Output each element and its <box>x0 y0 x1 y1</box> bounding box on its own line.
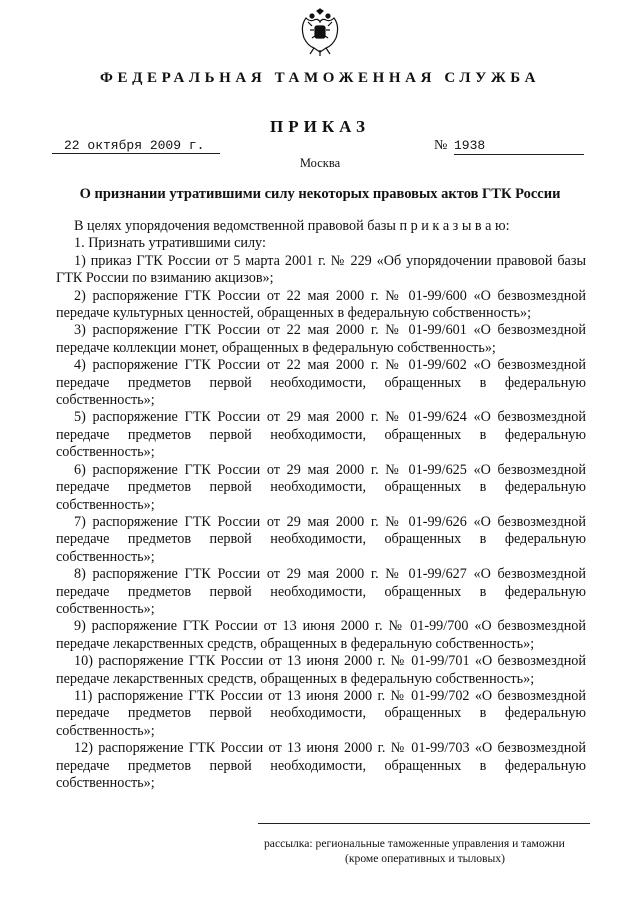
distribution-note <box>260 836 590 866</box>
order-date: 22 октября 2009 г. <box>52 138 220 154</box>
list-item: 6) распоряжение ГТК России от 29 мая 2000 г. № 01-99/625 «О безвозмездной передаче предметов первой необходимости, обращенных в федеральную собственность»; <box>56 461 586 513</box>
issue-city: Москва <box>299 156 341 170</box>
order-number: 1938 <box>454 138 584 155</box>
list-item: 9) распоряжение ГТК России от 13 июня 2000 г. № 01-99/700 «О безвозмездной передаче лекарственных средств, обращенных в федеральную собственность»; <box>56 618 586 652</box>
distribution-line-2: (кроме оперативных и тыловых) <box>345 852 505 865</box>
list-item: 7) распоряжение ГТК России от 29 мая 2000 г. № 01-99/626 «О безвозмездной передаче предметов первой необходимости, обращенных в федеральную собственность»; <box>56 513 586 565</box>
order-body <box>56 218 586 792</box>
list-item: 2) распоряжение ГТК России от 22 мая 2000 г. № 01-99/600 «О безвозмездной передаче культурных ценностей, обращенных в федеральную собственность»; <box>56 287 586 322</box>
list-item: 1) приказ ГТК России от 5 марта 2001 г. № 229 «Об упорядочении правовой базы ГТК России по взиманию акцизов»; <box>56 252 586 287</box>
list-item: 5) распоряжение ГТК России от 29 мая 2000 г. № 01-99/624 «О безвозмездной передаче предметов первой необходимости, обращенных в федеральную собственность»; <box>56 409 586 461</box>
list-item: 3) распоряжение ГТК России от 22 мая 2000 г. № 01-99/601 «О безвозмездной передаче коллекции монет, обращенных в федеральную собственность»; <box>56 322 586 356</box>
number-sign: № <box>434 138 448 153</box>
distribution-line-1: рассылка: региональные таможенные управления и таможни <box>264 837 565 850</box>
preamble: В целях упорядочения ведомственной правовой базы п р и к а з ы в а ю: <box>74 218 510 234</box>
order-subject: О признании утратившими силу некоторых правовых актов ГТК России <box>79 186 561 202</box>
agency-name: ФЕДЕРАЛЬНАЯ ТАМОЖЕННАЯ СЛУЖБА <box>99 70 541 86</box>
list-item: 11) распоряжение ГТК России от 13 июня 2000 г. № 01-99/702 «О безвозмездной передаче предметов первой необходимости, обращенных в федеральную собственность»; <box>56 687 586 739</box>
point-1: 1. Признать утратившими силу: <box>74 235 266 252</box>
coat-of-arms-emblem <box>298 8 342 58</box>
list-item: 4) распоряжение ГТК России от 22 мая 2000 г. № 01-99/602 «О безвозмездной передаче предметов первой необходимости, обращенных в федеральную собственность»; <box>56 357 586 409</box>
footer-divider <box>258 823 590 824</box>
list-item: 12) распоряжение ГТК России от 13 июня 2000 г. № 01-99/703 «О безвозмездной передаче предметов первой необходимости, обращенных в федеральную собственность»; <box>56 740 586 791</box>
document-type-title: ПРИКАЗ <box>270 117 370 136</box>
list-item: 10) распоряжение ГТК России от 13 июня 2000 г. № 01-99/701 «О безвозмездной передаче лекарственных средств, обращенных в федеральную собственность»; <box>56 653 586 687</box>
list-item: 8) распоряжение ГТК России от 29 мая 2000 г. № 01-99/627 «О безвозмездной передаче предметов первой необходимости, обращенных в федеральную собственность»; <box>56 566 586 617</box>
order-number-field <box>434 138 584 154</box>
